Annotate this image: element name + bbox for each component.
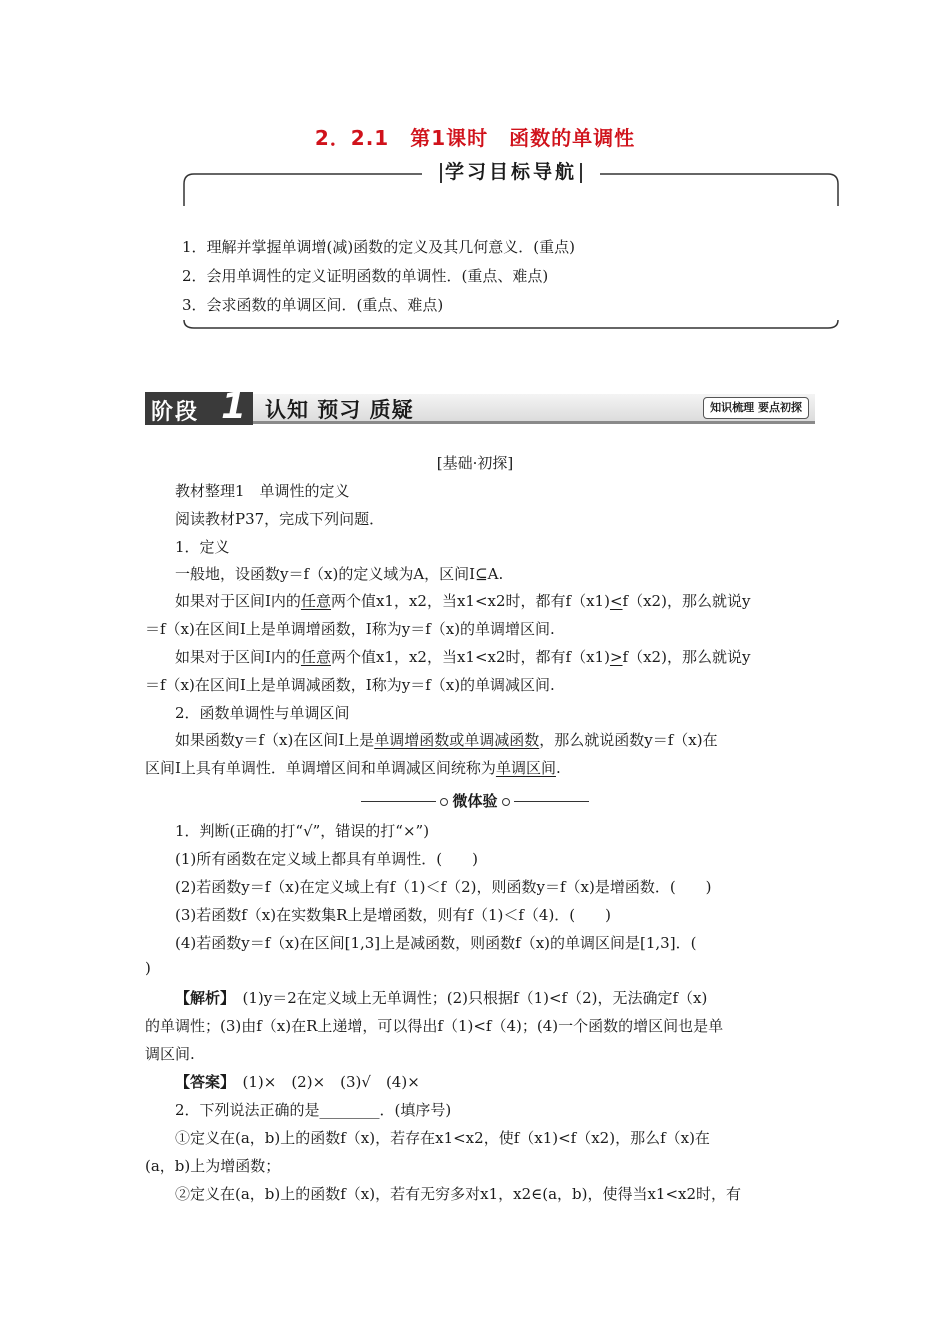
- decreasing-line-2: ＝f（x)在区间I上是单调减函数，I称为y＝f（x)的单调减区间.: [145, 676, 555, 694]
- micro-heading: 微体验: [0, 790, 950, 811]
- question-1-item-1: (1)所有函数在定义域上都具有单调性．( ): [175, 850, 478, 868]
- stage-title: 认知 预习 质疑: [265, 398, 414, 422]
- stage-tag: 知识梳理 要点初探: [703, 397, 809, 419]
- objective-item-3: 3．会求函数的单调区间．(重点、难点): [182, 296, 444, 314]
- objectives-box: [182, 161, 840, 330]
- decreasing-line-1: 如果对于区间I内的任意两个值x1，x2，当x1<x2时，都有f（x1)>f（x2)，那么就说y: [175, 648, 751, 666]
- analysis-line-2: 的单调性；(3)由f（x)在R上递增，可以得出f（1)<f（4)；(4)一个函数的增区间也是单: [145, 1017, 724, 1035]
- objective-item-1: 1．理解并掌握单调增(减)函数的定义及其几何意义．(重点): [182, 238, 575, 256]
- objective-item-2: 2．会用单调性的定义证明函数的单调性．(重点、难点): [182, 267, 549, 285]
- objectives-label: 学习目标导航: [422, 158, 600, 186]
- stage-badge: [145, 386, 253, 427]
- analysis-line-1: 【解析】 (1)y＝2在定义域上无单调性；(2)只根据f（1)<f（2)，无法确定f（x): [175, 989, 708, 1007]
- definition-line: 一般地，设函数y＝f（x)的定义域为A，区间I⊆A.: [175, 565, 504, 583]
- stage-number: 1: [221, 386, 247, 427]
- monotonic-line-2: 区间I上具有单调性．单调增区间和单调减区间统称为单调区间.: [145, 759, 561, 777]
- definition-heading: 1．定义: [175, 538, 230, 556]
- analysis-line-3: 调区间.: [145, 1045, 195, 1063]
- basic-heading: [基础·初探]: [436, 454, 514, 472]
- page-title: 2．2.1 第1课时 函数的单调性: [314, 126, 636, 150]
- question-1-item-4-end: ): [145, 959, 151, 977]
- question-1-item-4: (4)若函数y＝f（x)在区间[1,3]上是减函数，则函数f（x)的单调区间是[1,3]．(: [175, 934, 697, 952]
- stage-bar: [253, 394, 815, 424]
- question-2-option-1: ①定义在(a，b)上的函数f（x)，若存在x1<x2，使f（x1)<f（x2)，那么f（x)在: [175, 1129, 710, 1147]
- increasing-line-1: 如果对于区间I内的任意两个值x1，x2，当x1<x2时，都有f（x1)<f（x2)，那么就说y: [175, 592, 751, 610]
- stage-banner: [145, 386, 815, 427]
- monotonic-line-1: 如果函数y＝f（x)在区间I上是单调增函数或单调减函数，那么就说函数y＝f（x)在: [175, 731, 718, 749]
- answer-line: 【答案】 (1)× (2)× (3)√ (4)×: [175, 1073, 420, 1091]
- question-1-item-3: (3)若函数f（x)在实数集R上是增函数，则有f（1)＜f（4)．( ): [175, 906, 612, 924]
- question-2: 2．下列说法正确的是________．(填序号): [175, 1101, 452, 1119]
- increasing-line-2: ＝f（x)在区间I上是单调增函数，I称为y＝f（x)的单调增区间.: [145, 620, 555, 638]
- stage-word: 阶段: [151, 400, 200, 425]
- question-2-option-1-cont: (a，b)上为增函数；: [145, 1157, 281, 1175]
- question-2-option-2: ②定义在(a，b)上的函数f（x)，若有无穷多对x1，x2∈(a，b)，使得当x1<x2时，有: [175, 1185, 742, 1203]
- question-1-item-2: (2)若函数y＝f（x)在定义域上有f（1)＜f（2)，则函数y＝f（x)是增函数．( ): [175, 878, 712, 896]
- monotonic-heading: 2．函数单调性与单调区间: [175, 704, 350, 722]
- read-instruction: 阅读教材P37，完成下列问题．: [175, 510, 385, 528]
- section-heading: 教材整理1 单调性的定义: [175, 482, 350, 500]
- question-1: 1．判断(正确的打“√”，错误的打“×”): [175, 822, 430, 840]
